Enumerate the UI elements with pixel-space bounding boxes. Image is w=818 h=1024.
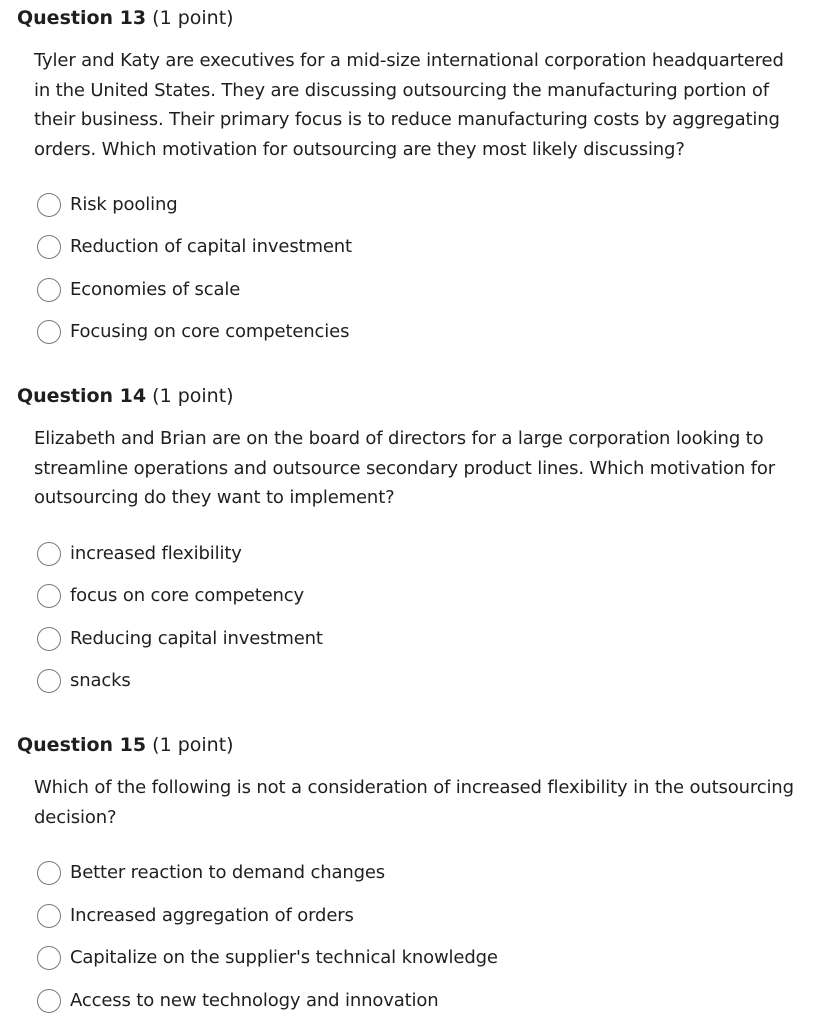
question-number: Question 14 xyxy=(17,385,147,407)
question-points: (1 point) xyxy=(152,734,234,756)
question-text: Elizabeth and Brian are on the board of directors for a large corporation looking to streamline operations and outsource secondary product lines. Which motivation for outsourcing do they want to implement? xyxy=(34,428,775,509)
answer-option-label[interactable]: Access to new technology and innovation xyxy=(70,990,439,1011)
radio-button[interactable] xyxy=(37,904,61,928)
answer-option-label[interactable]: focus on core competency xyxy=(70,585,305,606)
answer-option-label[interactable]: Focusing on core competencies xyxy=(70,321,350,342)
question-number: Question 13 xyxy=(17,7,147,29)
radio-button[interactable] xyxy=(37,193,61,217)
answer-option-label[interactable]: Better reaction to demand changes xyxy=(70,862,386,883)
radio-button[interactable] xyxy=(37,278,61,302)
question-title xyxy=(17,384,234,408)
radio-button[interactable] xyxy=(37,235,61,259)
answer-option-label[interactable]: Capitalize on the supplier's technical knowledge xyxy=(70,947,498,968)
radio-button[interactable] xyxy=(37,946,61,970)
radio-button[interactable] xyxy=(37,989,61,1013)
radio-button[interactable] xyxy=(37,627,61,651)
question-points: (1 point) xyxy=(152,385,234,407)
answer-option-label[interactable]: Reducing capital investment xyxy=(70,628,323,649)
radio-button[interactable] xyxy=(37,320,61,344)
question-title xyxy=(17,6,234,30)
question-title xyxy=(17,733,234,757)
answer-option-label[interactable]: Risk pooling xyxy=(70,194,178,215)
radio-button[interactable] xyxy=(37,584,61,608)
question-text: Which of the following is not a consideration of increased flexibility in the outsourcing decision? xyxy=(34,777,794,828)
question-number: Question 15 xyxy=(17,734,147,756)
radio-button[interactable] xyxy=(37,861,61,885)
question-points: (1 point) xyxy=(152,7,234,29)
question-text: Tyler and Katy are executives for a mid-size international corporation headquartered in the United States. They are discussing outsourcing the manufacturing portion of their business. Their primary focus is to reduce manufacturing costs by aggregating orders. Which motivation for outsourcing are they most likely discussing? xyxy=(34,50,784,161)
answer-option-label[interactable]: Reduction of capital investment xyxy=(70,236,352,257)
radio-button[interactable] xyxy=(37,542,61,566)
radio-button[interactable] xyxy=(37,669,61,693)
answer-option-label[interactable]: snacks xyxy=(70,670,131,691)
answer-option-label[interactable]: Economies of scale xyxy=(70,279,241,300)
answer-option-label[interactable]: Increased aggregation of orders xyxy=(70,905,354,926)
answer-option-label[interactable]: increased flexibility xyxy=(70,543,242,564)
